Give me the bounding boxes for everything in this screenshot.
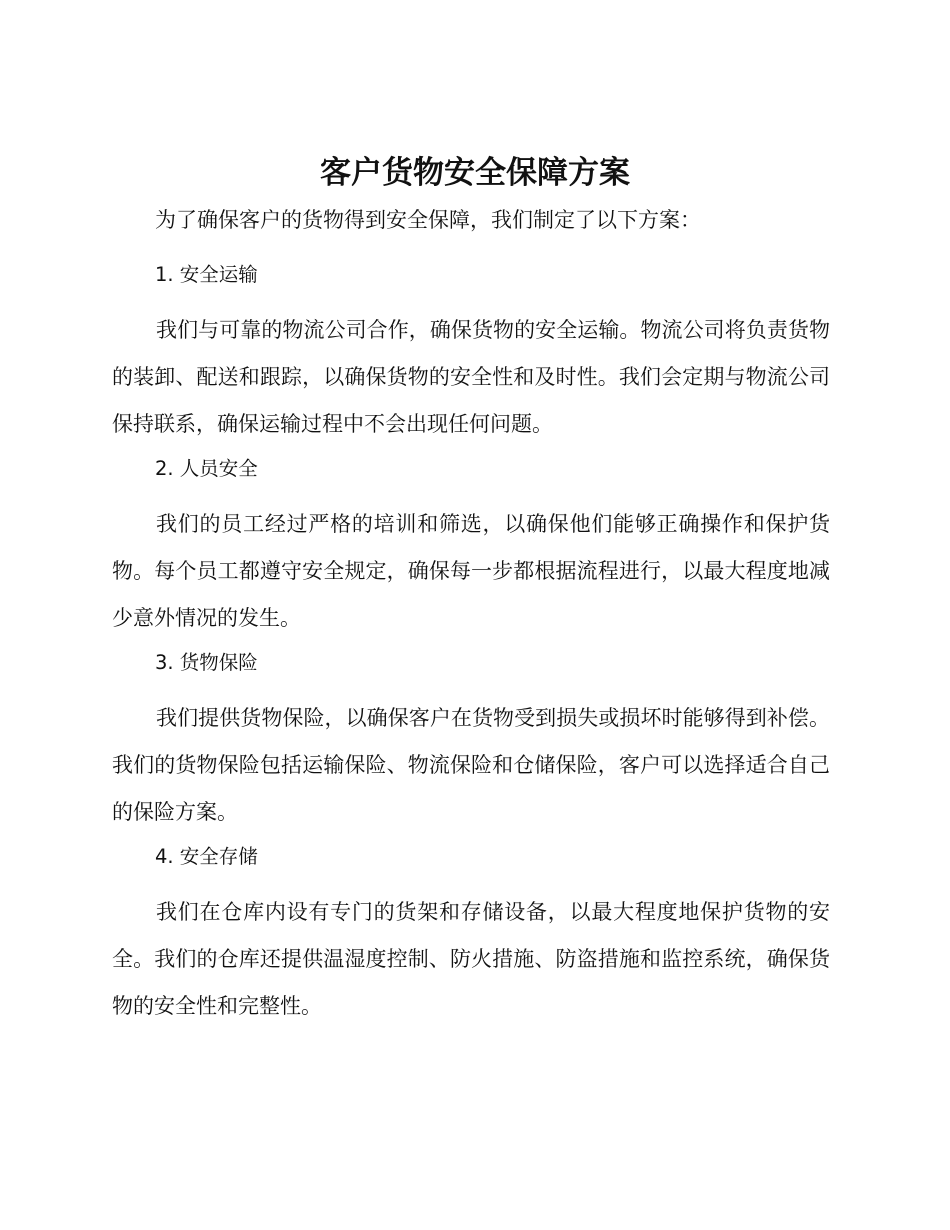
section-body-personnel: 我们的员工经过严格的培训和筛选，以确保他们能够正确操作和保护货物。每个员工都遵守安全规定，确保每一步都根据流程进行，以最大程度地减少意外情况的发生。 bbox=[112, 512, 830, 630]
section-heading-insurance: 3. 货物保险 bbox=[155, 651, 258, 674]
section-heading-transport: 1. 安全运输 bbox=[155, 263, 258, 286]
document-title: 客户货物安全保障方案 bbox=[320, 155, 630, 191]
intro-paragraph: 为了确保客户的货物得到安全保障，我们制定了以下方案： bbox=[155, 208, 701, 232]
section-body-transport: 我们与可靠的物流公司合作，确保货物的安全运输。物流公司将负责货物的装卸、配送和跟踪，以确保货物的安全性和及时性。我们会定期与物流公司保持联系，确保运输过程中不会出现任何问题。 bbox=[112, 318, 830, 436]
section-heading-personnel: 2. 人员安全 bbox=[155, 457, 258, 480]
section-body-storage: 我们在仓库内设有专门的货架和存储设备，以最大程度地保护货物的安全。我们的仓库还提供温湿度控制、防火措施、防盗措施和监控系统，确保货物的安全性和完整性。 bbox=[112, 900, 830, 1018]
section-heading-storage: 4. 安全存储 bbox=[155, 845, 258, 868]
section-body-insurance: 我们提供货物保险，以确保客户在货物受到损失或损坏时能够得到补偿。我们的货物保险包括运输保险、物流保险和仓储保险，客户可以选择适合自己的保险方案。 bbox=[112, 706, 830, 824]
